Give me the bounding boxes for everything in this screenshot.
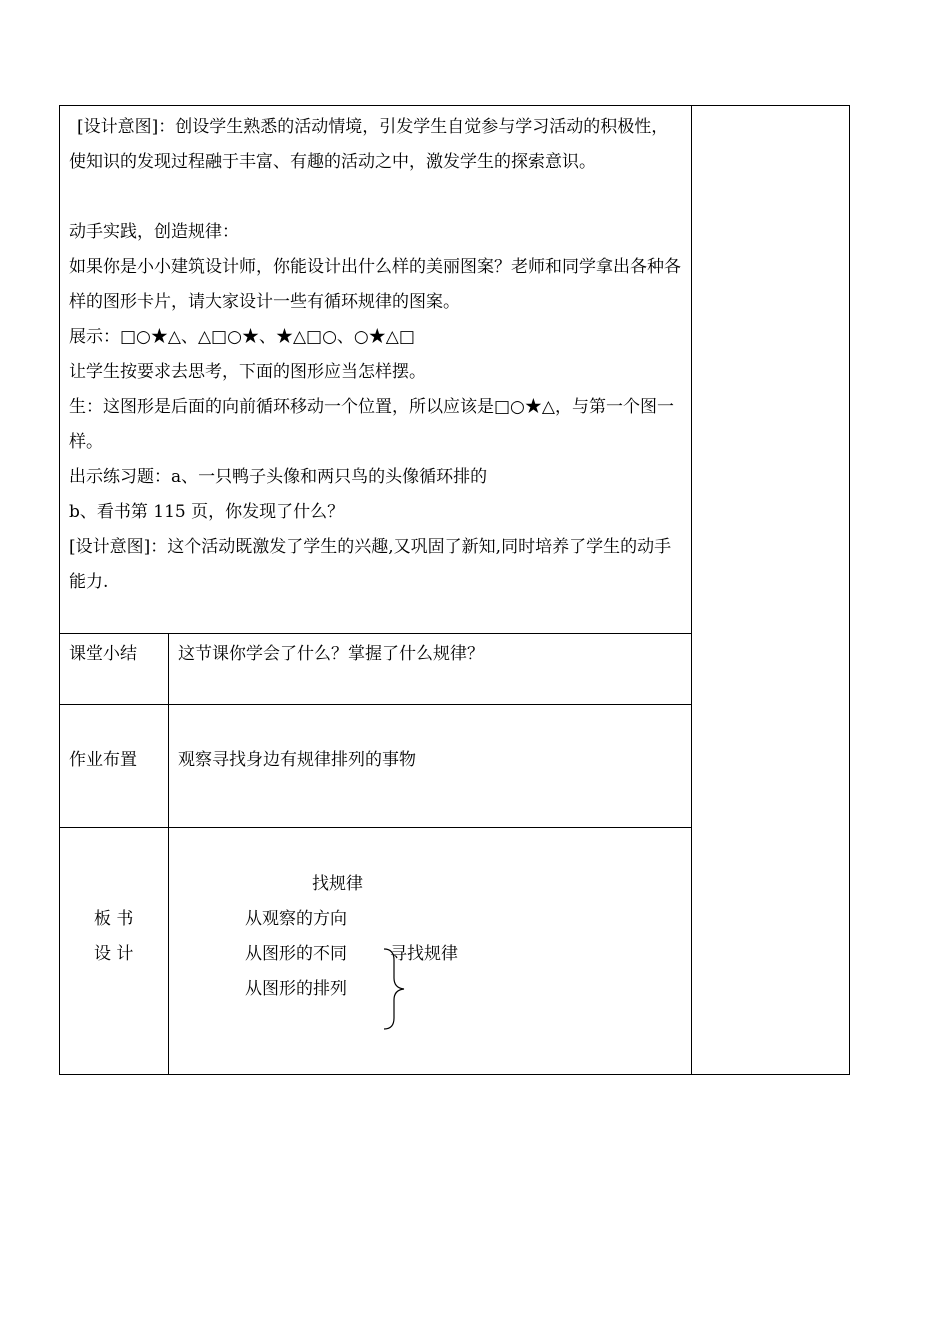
board-label-line2: 设 计 <box>94 944 134 964</box>
board-label-line1: 板 书 <box>94 909 134 929</box>
row-divider-board <box>59 827 692 828</box>
exercise-a-line: 出示练习题：a、一只鸭子头像和两只鸟的头像循环排的 <box>69 467 488 487</box>
homework-content: 观察寻找身边有规律排列的事物 <box>178 750 416 770</box>
board-item-arrangement: 从图形的排列 <box>245 979 347 999</box>
summary-label: 课堂小结 <box>69 644 137 664</box>
notes-column-divider <box>691 105 692 1075</box>
board-item-direction: 从观察的方向 <box>245 909 347 929</box>
row-divider-summary <box>59 633 692 634</box>
homework-label: 作业布置 <box>69 750 137 770</box>
board-conclusion: 寻找规律 <box>390 944 458 964</box>
summary-content: 这节课你学会了什么？掌握了什么规律？ <box>178 644 484 664</box>
table-right-border <box>849 105 850 1075</box>
board-item-difference: 从图形的不同 <box>245 944 347 964</box>
exercise-b-line: b、看书第 115 页，你发现了什么？ <box>69 502 345 522</box>
display-sequence-line: 展示：□○★△、△□○★、★△□○、○★△□ <box>69 327 415 347</box>
row-divider-homework <box>59 704 692 705</box>
table-top-border <box>59 105 850 106</box>
think-instruction-line: 让学生按要求去思考，下面的图形应当怎样摆。 <box>69 362 426 382</box>
design-intent-paragraph: [设计意图]：创设学生熟悉的活动情境，引发学生自觉参与学习活动的积极性，使知识的发现过程融于丰富、有趣的活动之中，激发学生的探索意识。 <box>69 117 669 172</box>
student-answer-paragraph: 生：这图形是后面的向前循环移动一个位置，所以应该是□○★△，与第一个图一样。 <box>69 397 674 452</box>
table-bottom-border <box>59 1074 850 1075</box>
table-left-border <box>59 105 60 1075</box>
label-column-divider <box>168 633 169 1075</box>
board-title: 找规律 <box>312 874 363 894</box>
design-intent-paragraph-2: [设计意图]：这个活动既激发了学生的兴趣,又巩固了新知,同时培养了学生的动手能力. <box>69 537 672 592</box>
designer-prompt-paragraph: 如果你是小小建筑设计师，你能设计出什么样的美丽图案？老师和同学拿出各种各样的图形卡片，请大家设计一些有循环规律的图案。 <box>69 257 681 312</box>
curly-brace-icon <box>378 948 408 1030</box>
hands-on-heading: 动手实践，创造规律： <box>69 222 239 242</box>
